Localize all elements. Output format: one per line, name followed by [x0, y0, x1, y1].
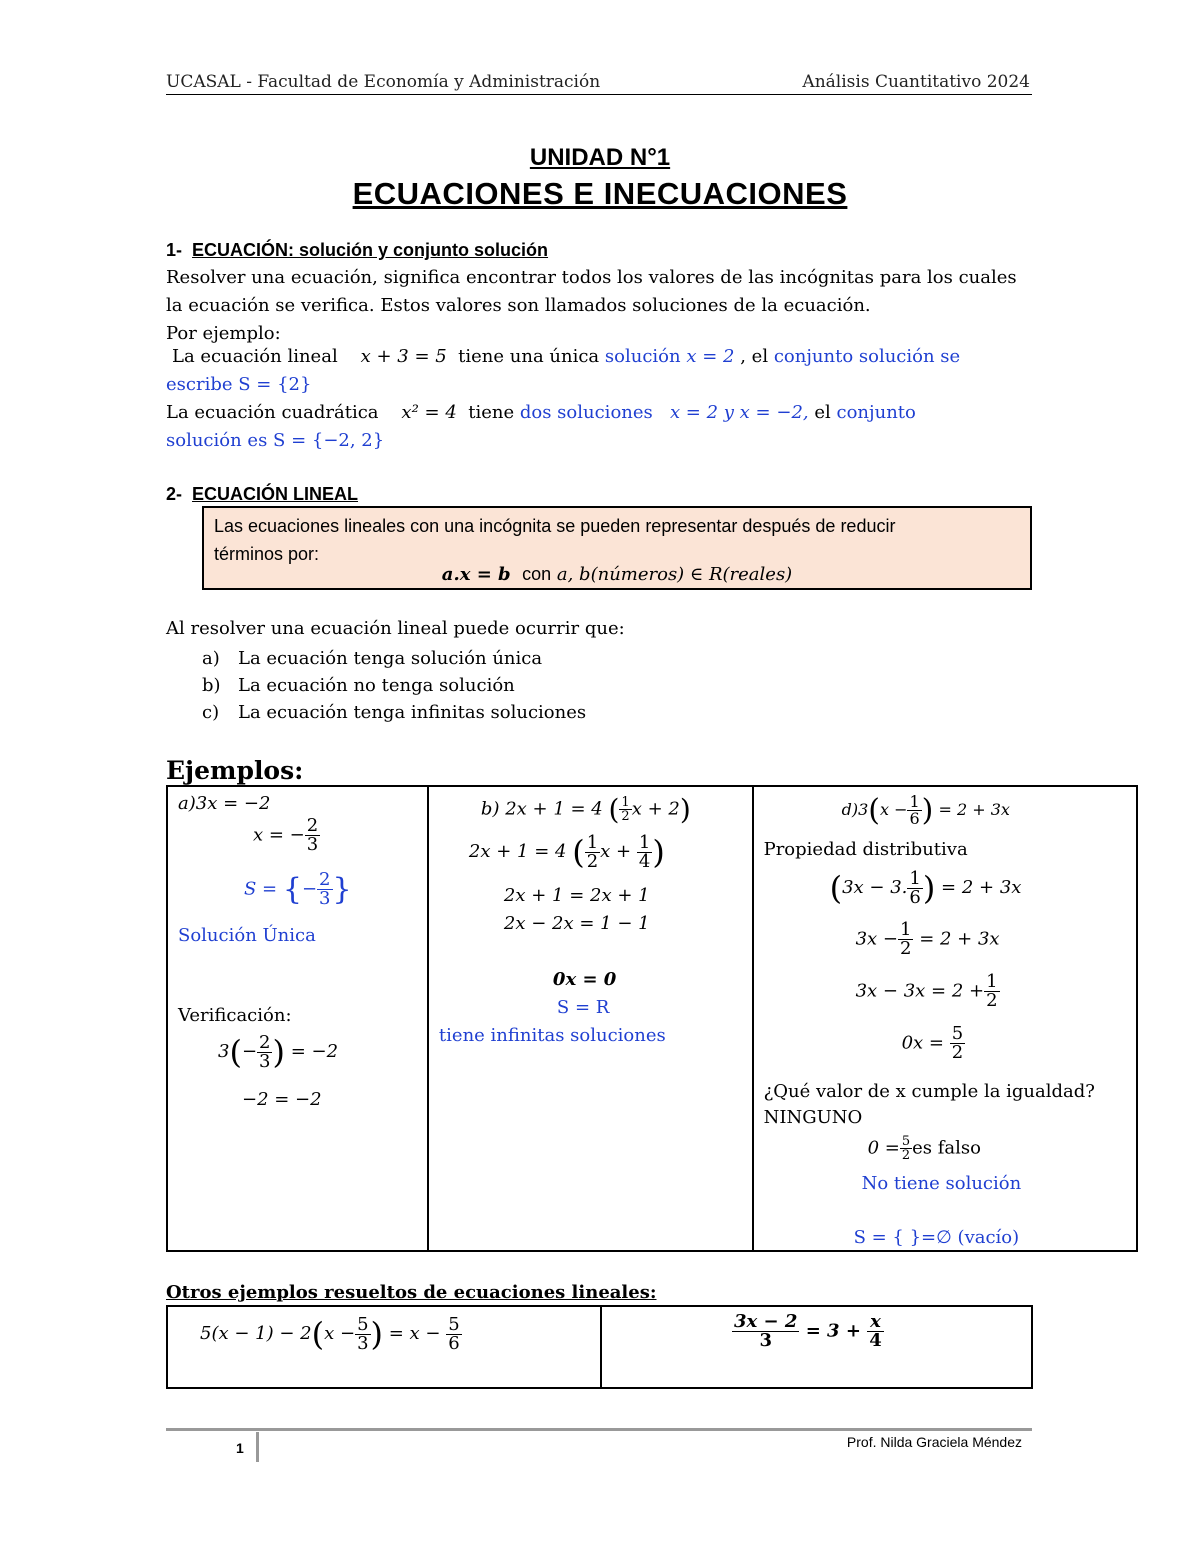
cases-list: [202, 645, 586, 726]
ex-d-line6: 0 = $\frac{5}{2}$ es falso: [867, 1134, 981, 1163]
header-divider: [166, 94, 1032, 95]
page-bar: [256, 1432, 259, 1462]
ex-b-line3: 2x + 1 = 2x + 1: [503, 885, 650, 906]
others-table: [166, 1305, 1033, 1389]
section1-body: Resolver una ecuación, significa encontrar todos los valores de las incógnitas para los cuales la ecuación se verifica. Estos valores son llamados soluciones de la ecuación. Por ejemplo:: [166, 267, 1017, 344]
case-item: a) La ecuación tenga solución única: [202, 648, 543, 669]
box-line1: Las ecuaciones lineales con una incógnita se pueden representar después de reducir: [214, 516, 896, 536]
case-item: b) La ecuación no tenga solución: [202, 675, 515, 696]
main-title: ECUACIONES E INECUACIONES: [352, 176, 848, 211]
ex-d-line2: (3x − 3. $\frac{1}{6}$ ) = 2 + 3x: [829, 867, 1022, 908]
ex-b-line5: 0x = 0: [552, 969, 617, 990]
ex-a-unique: Solución Única: [178, 925, 316, 946]
ex-a-verif: Verificación:: [178, 1005, 292, 1026]
case-item: c) La ecuación tenga infinitas soluciones: [202, 702, 587, 723]
ex-d-set: S = { }=∅ (vacío): [853, 1227, 1020, 1248]
ex-b-line1: b) 2x + 1 = 4 ( $\frac{1}{2}$ x + 2): [480, 793, 691, 826]
box-equation: a.x = b con a, b(números) ∈ R(reales): [441, 564, 793, 585]
example-quadratic-line: La ecuación cuadrática x² = 4 tiene dos soluciones x = 2 y x = −2, el conjunto: [166, 402, 916, 423]
ex-a-line2: x = − $\frac{2}{3}$: [253, 815, 319, 855]
other-eq1-cell: [167, 1306, 601, 1388]
ex-d-line1: d)3(x − $\frac{1}{6}$ ) = 2 + 3x: [841, 792, 1010, 828]
ex-a-line1: a)3x = −2: [178, 793, 271, 814]
ex-b-line2: 2x + 1 = 4 ( $\frac{1}{2}$ x + $\frac{1}{4}$ ): [468, 831, 665, 872]
ex-b-infinite: tiene infinitas soluciones: [438, 1025, 666, 1046]
other-eq1: 5(x − 1) − 2(x − $\frac{5}{3}$ ) = x − $\frac{5}{6}$: [200, 1313, 460, 1354]
section2-heading: 2- ECUACIÓN LINEAL: [166, 484, 359, 504]
example-a-cell: [167, 786, 428, 1251]
ex-d-question: ¿Qué valor de x cumple la igualdad?: [763, 1081, 1095, 1102]
example-b-cell: [428, 786, 753, 1251]
page-number: 1: [236, 1440, 244, 1456]
cases-intro: Al resolver una ecuación lineal puede ocurrir que:: [166, 618, 625, 639]
footer-author: Prof. Nilda Graciela Méndez: [846, 1434, 1022, 1450]
example-d-cell: [753, 786, 1137, 1251]
box-line2: términos por:: [214, 544, 320, 564]
ex-b-set: S = R: [556, 997, 610, 1018]
section1-heading: 1- ECUACIÓN: solución y conjunto solución: [166, 240, 549, 260]
ex-a-set: S = {− $\frac{2}{3}$ }: [244, 869, 352, 909]
ex-d-prop: Propiedad distributiva: [763, 839, 968, 860]
others-heading: Otros ejemplos resueltos de ecuaciones lineales:: [166, 1282, 657, 1303]
other-eq2: $\frac{3x - 2}{3}$ = 3 + $\frac{x}{4}$: [734, 1311, 882, 1351]
linear-form-box: [202, 506, 1032, 590]
other-eq2-cell: [601, 1306, 1032, 1388]
unit-title: UNIDAD N°1: [529, 144, 671, 171]
ex-b-line4: 2x − 2x = 1 − 1: [503, 913, 650, 934]
header-right: Análisis Cuantitativo 2024: [802, 72, 1030, 92]
ex-d-line5: 0x = $\frac{5}{2}$: [901, 1023, 964, 1063]
ex-d-nosol: No tiene solución: [861, 1173, 1022, 1194]
examples-table: [166, 785, 1138, 1252]
footer-divider: [166, 1428, 1032, 1431]
header-left: UCASAL - Facultad de Economía y Administración: [166, 72, 601, 92]
example-quadratic-set: solución es S = {−2, 2}: [166, 430, 385, 451]
examples-heading: Ejemplos:: [166, 756, 304, 785]
ex-a-verif-eq: 3(− $\frac{2}{3}$ ) = −2: [218, 1031, 339, 1072]
ex-d-line3: 3x − $\frac{1}{2}$ = 2 + 3x: [855, 919, 1000, 959]
ex-a-verif-result: −2 = −2: [242, 1089, 322, 1110]
ex-d-ninguno: NINGUNO: [763, 1107, 863, 1128]
example-linear-set: escribe S = {2}: [166, 374, 312, 395]
ex-d-line4: 3x − 3x = 2 + $\frac{1}{2}$: [855, 971, 998, 1011]
example-linear-line: La ecuación lineal x + 3 = 5 tiene una única solución x = 2 , el conjunto solución se: [172, 346, 961, 367]
